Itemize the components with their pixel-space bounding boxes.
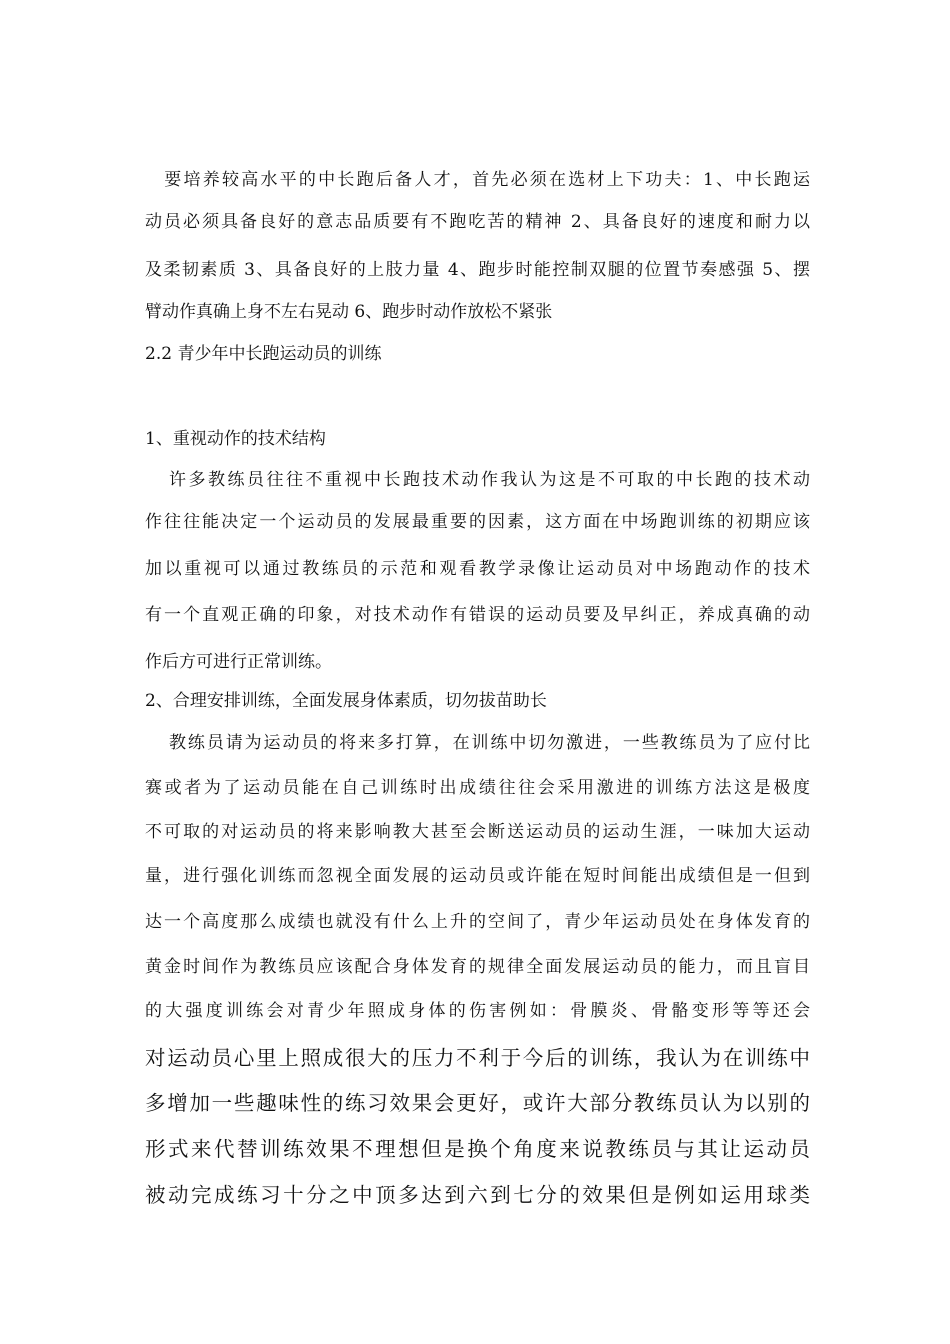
item-heading: 2、合理安排训练，全面发展身体素质，切勿拔苗助长 — [145, 691, 547, 711]
paragraph-line: 形式来代替训练效果不理想但是换个角度来说教练员与其让运动员 — [145, 1137, 810, 1161]
paragraph-line: 作后方可进行正常训练。 — [145, 652, 332, 672]
paragraph-line: 赛或者为了运动员能在自己训练时出成绩往往会采用激进的训练方法这是极度 — [145, 778, 810, 798]
paragraph-line: 动员必须具备良好的意志品质要有不跑吃苦的精神 2、具备良好的速度和耐力以 — [145, 212, 810, 232]
paragraph-line: 许多教练员往往不重视中长跑技术动作我认为这是不可取的中长跑的技术动 — [169, 470, 810, 490]
paragraph-line: 作往往能决定一个运动员的发展最重要的因素，这方面在中场跑训练的初期应该 — [145, 512, 810, 532]
paragraph-line: 教练员请为运动员的将来多打算，在训练中切勿激进，一些教练员为了应付比 — [169, 733, 810, 753]
paragraph-line: 的大强度训练会对青少年照成身体的伤害例如：骨膜炎、骨骼变形等等还会 — [145, 1001, 810, 1021]
paragraph-line: 不可取的对运动员的将来影响教大甚至会断送运动员的运动生涯，一味加大运动 — [145, 822, 810, 842]
paragraph-line: 量，进行强化训练而忽视全面发展的运动员或许能在短时间能出成绩但是一但到 — [145, 866, 810, 886]
paragraph-line: 达一个高度那么成绩也就没有什么上升的空间了，青少年运动员处在身体发育的 — [145, 912, 810, 932]
paragraph-line: 被动完成练习十分之中顶多达到六到七分的效果但是例如运用球类 — [145, 1183, 810, 1207]
paragraph-line: 及柔韧素质 3、具备良好的上肢力量 4、跑步时能控制双腿的位置节奏感强 5、摆 — [145, 260, 810, 280]
paragraph-line: 要培养较高水平的中长跑后备人才，首先必须在选材上下功夫：1、中长跑运 — [145, 170, 810, 190]
paragraph-line: 有一个直观正确的印象，对技术动作有错误的运动员要及早纠正，养成真确的动 — [145, 605, 810, 625]
paragraph-line: 臂动作真确上身不左右晃动 6、跑步时动作放松不紧张 — [145, 302, 553, 322]
paragraph-line: 黄金时间作为教练员应该配合身体发育的规律全面发展运动员的能力，而且盲目 — [145, 957, 810, 977]
paragraph-line: 多增加一些趣味性的练习效果会更好，或许大部分教练员认为以别的 — [145, 1091, 810, 1115]
paragraph-line: 加以重视可以通过教练员的示范和观看教学录像让运动员对中场跑动作的技术 — [145, 559, 810, 579]
section-heading: 2.2 青少年中长跑运动员的训练 — [145, 344, 382, 364]
item-heading: 1、重视动作的技术结构 — [145, 429, 326, 449]
paragraph-line: 对运动员心里上照成很大的压力不利于今后的训练，我认为在训练中 — [145, 1046, 810, 1070]
